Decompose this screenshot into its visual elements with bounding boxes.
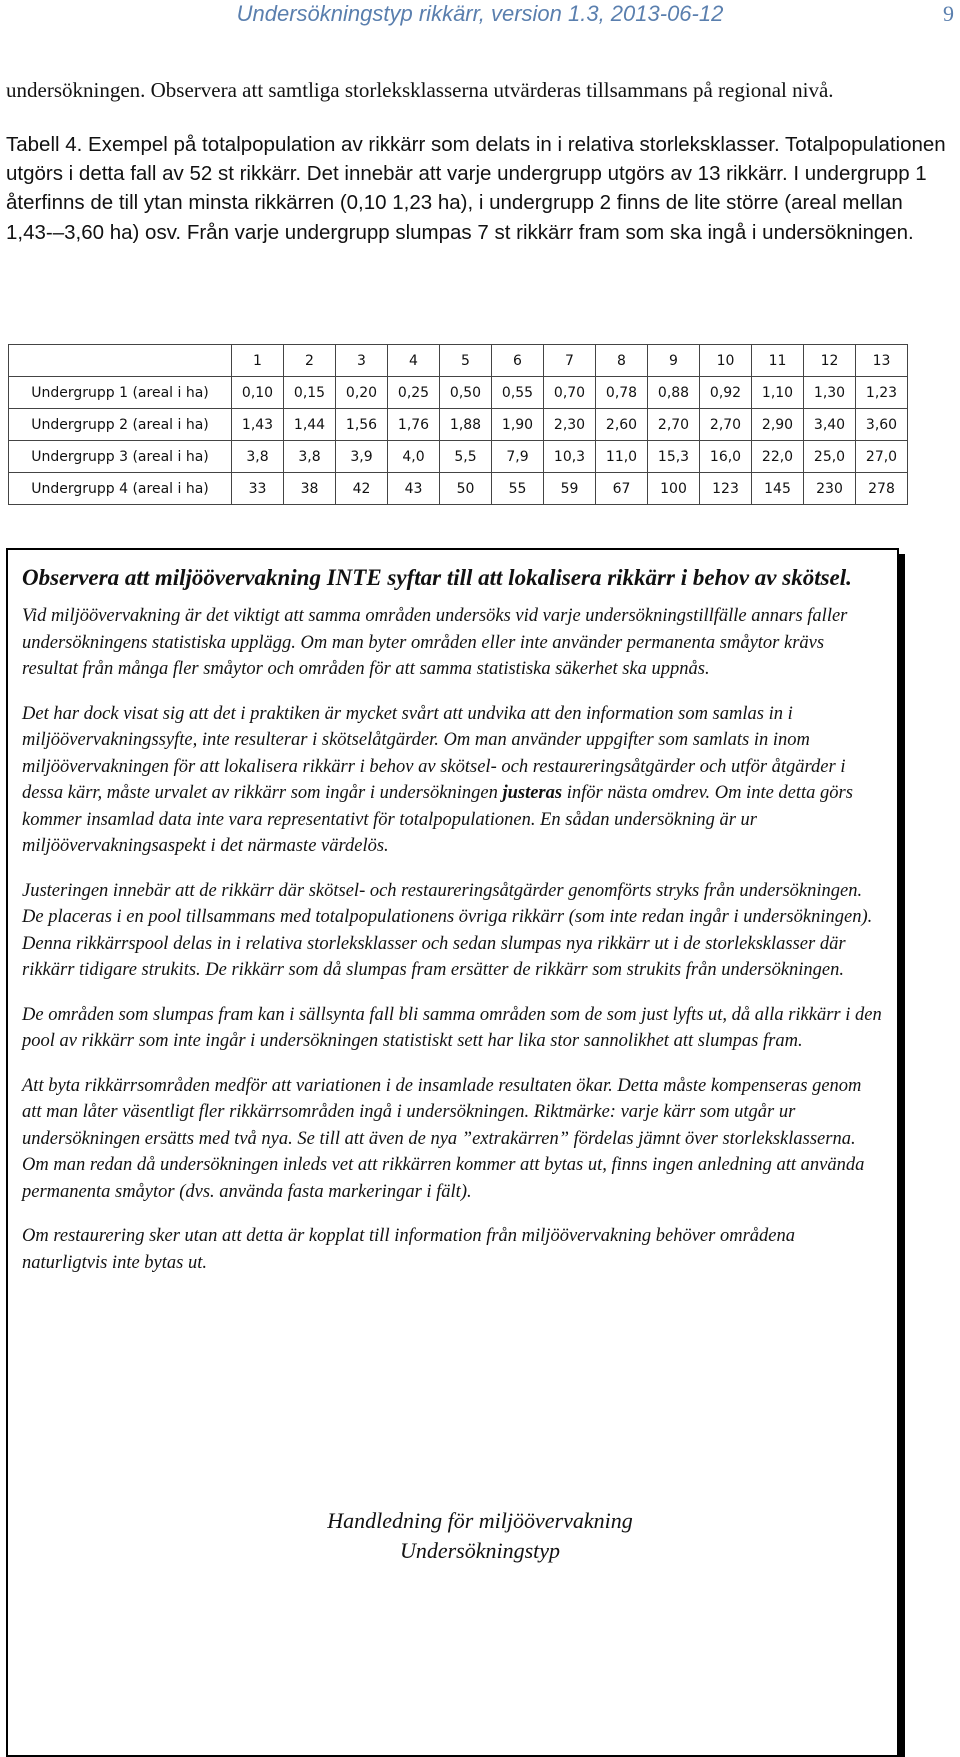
table-cell: 0,10 [232, 377, 284, 409]
table-cell: 3,40 [804, 409, 856, 441]
table-cell: 33 [232, 473, 284, 505]
table-cell: 3,8 [284, 441, 336, 473]
intro-paragraph: undersökningen. Observera att samtliga storleksklasserna utvärderas tillsammans på regional nivå. [6, 78, 834, 102]
table-cell: 10,3 [544, 441, 596, 473]
table-cell: 0,92 [700, 377, 752, 409]
table-cell: 230 [804, 473, 856, 505]
table-cell: 0,20 [336, 377, 388, 409]
table-cell: 100 [648, 473, 700, 505]
note-paragraph-6: Om restaurering sker utan att detta är kopplat till information från miljöövervakning behöver områdena naturligtvis inte bytas ut. [22, 1226, 795, 1273]
table-column-header: 8 [596, 345, 648, 377]
table-cell: 0,55 [492, 377, 544, 409]
running-header: Undersökningstyp rikkärr, version 1.3, 2013-06-12 [236, 1, 724, 26]
table-cell: 1,76 [388, 409, 440, 441]
table-cell: 0,50 [440, 377, 492, 409]
table-cell: 1,10 [752, 377, 804, 409]
table-cell: 43 [388, 473, 440, 505]
table-column-header: 7 [544, 345, 596, 377]
table-column-header: 6 [492, 345, 544, 377]
footer [0, 1506, 960, 1566]
table-cell: 1,44 [284, 409, 336, 441]
note-box [6, 548, 899, 1757]
page-number: 9 [943, 1, 954, 26]
table-cell: 4,0 [388, 441, 440, 473]
table-row-label: Undergrupp 1 (areal i ha) [9, 377, 232, 409]
table-row [9, 473, 908, 505]
table-row [9, 377, 908, 409]
table-cell: 5,5 [440, 441, 492, 473]
table-column-header: 2 [284, 345, 336, 377]
table-cell: 0,25 [388, 377, 440, 409]
table-column-header: 3 [336, 345, 388, 377]
table-cell: 2,30 [544, 409, 596, 441]
table-column-header: 9 [648, 345, 700, 377]
table-cell: 278 [856, 473, 908, 505]
table-cell: 42 [336, 473, 388, 505]
table-cell: 1,88 [440, 409, 492, 441]
footer-line-1: Handledning för miljöövervakning [327, 1508, 633, 1533]
table-cell: 2,70 [700, 409, 752, 441]
table-cell: 1,90 [492, 409, 544, 441]
table-cell: 11,0 [596, 441, 648, 473]
note-paragraph-2-part-a: Det har dock visat sig att det i praktiken är mycket svårt att undvika att den information som samlas in i miljöövervakningssyfte, inte resulterar i skötselåtgärder. Om man använder uppgifter som samlats in inom miljöövervakningen för att lokalisera rikkärr i behov av skötsel- och restaureringsåtgärder och utför åtgärder i dessa kärr, måste urvalet av rikkärr som ingår i undersökningen [22, 703, 846, 803]
table-column-header: 12 [804, 345, 856, 377]
table-column-header: 13 [856, 345, 908, 377]
table-cell: 25,0 [804, 441, 856, 473]
note-title: Observera att miljöövervakning INTE syftar till att lokalisera rikkärr i behov av skötsel. [22, 565, 852, 590]
table-cell: 2,70 [648, 409, 700, 441]
table-cell: 3,9 [336, 441, 388, 473]
note-paragraph-4: De områden som slumpas fram kan i sällsynta fall bli samma områden som de som just lyfts ut, då alla rikkärr i den pool av rikkärr som inte ingår i undersökningen statistiskt sett har lika stor sannolikhet att slumpas fram. [22, 1004, 882, 1051]
table-header-row [9, 345, 908, 377]
size-class-table [8, 344, 908, 505]
table-column-header: 1 [232, 345, 284, 377]
table-cell: 55 [492, 473, 544, 505]
table-cell: 123 [700, 473, 752, 505]
table-column-header: 5 [440, 345, 492, 377]
table-cell: 1,23 [856, 377, 908, 409]
table-row-label: Undergrupp 2 (areal i ha) [9, 409, 232, 441]
table-cell: 1,30 [804, 377, 856, 409]
table-cell: 16,0 [700, 441, 752, 473]
note-paragraph-5: Att byta rikkärrsområden medför att variationen i de insamlade resultaten ökar. Detta måste kompenseras genom att man låter väsentligt fler rikkärrsområden ingå i undersökningen. Riktmärke: varje kärr som utgår ur undersökningen ersätts med två nya. Se till att även de nya ”extrakärren” fördelas jämnt över storleksklasserna. Om man redan då undersökningen inleds vet att rikkärren kommer att bytas ut, finns ingen anledning att använda permanenta småytor (dvs. använda fasta markeringar i fält). [22, 1075, 865, 1202]
table-cell: 3,8 [232, 441, 284, 473]
table-column-header: 10 [700, 345, 752, 377]
table-column-header: 11 [752, 345, 804, 377]
note-paragraph-2 [22, 701, 882, 860]
table-cell: 3,60 [856, 409, 908, 441]
note-paragraph-1: Vid miljöövervakning är det viktigt att samma områden undersöks vid varje undersökningstillfälle annars faller undersökningens statistiska upplägg. Om man byter områden eller inte använder permanenta småytor krävs resultat från många fler småytor och områden för att samma statistiska säkerhet ska uppnås. [22, 606, 848, 679]
table-corner-cell [9, 345, 232, 377]
table-cell: 2,90 [752, 409, 804, 441]
footer-line-2: Undersökningstyp [399, 1538, 561, 1563]
table-row-label: Undergrupp 3 (areal i ha) [9, 441, 232, 473]
table-cell: 0,78 [596, 377, 648, 409]
table-cell: 67 [596, 473, 648, 505]
table-cell: 2,60 [596, 409, 648, 441]
table-caption: Tabell 4. Exempel på totalpopulation av rikkärr som delats in i relativa storleksklasser. Totalpopulationen utgörs i detta fall av 52 st rikkärr. Det innebär att varje undergrupp utgörs av 13 rikkärr. I undergrupp 1 återfinns de till ytan minsta rikkärren (0,10 1,23 ha), i undergrupp 2 finns de lite större (areal mellan 1,43-–3,60 ha) osv. Från varje undergrupp slumpas 7 st rikkärr fram som ska ingå i undersökningen. [6, 133, 946, 244]
note-emphasis-justeras: justeras [502, 783, 563, 803]
table-cell: 38 [284, 473, 336, 505]
table-cell: 1,56 [336, 409, 388, 441]
table-row-label: Undergrupp 4 (areal i ha) [9, 473, 232, 505]
table-cell: 145 [752, 473, 804, 505]
table-cell: 50 [440, 473, 492, 505]
table-cell: 0,70 [544, 377, 596, 409]
note-paragraph-3: Justeringen innebär att de rikkärr där skötsel- och restaureringsåtgärder genomförts stryks från undersökningen. De placeras i en pool tillsammans med totalpopulationens övriga rikkärr (som inte redan ingår i undersökningen). Denna rikkärrspool delas in i relativa storleksklasser och sedan slumpas nya rikkärr ut i de storleksklasser där rikkärr tidigare strukits. De rikkärr som då slumpas fram ersätter de rikkärr som strukits från undersökningen. [22, 880, 873, 980]
table-cell: 0,88 [648, 377, 700, 409]
table-cell: 15,3 [648, 441, 700, 473]
table-cell: 59 [544, 473, 596, 505]
table-cell: 1,43 [232, 409, 284, 441]
table-row [9, 409, 908, 441]
table-cell: 7,9 [492, 441, 544, 473]
table-column-header: 4 [388, 345, 440, 377]
table-cell: 27,0 [856, 441, 908, 473]
table-cell: 22,0 [752, 441, 804, 473]
table-cell: 0,15 [284, 377, 336, 409]
table-row [9, 441, 908, 473]
note-paragraph-2-part-b: inför nästa omdrev. Om inte detta görs kommer insamlad data inte vara representativt för totalpopulationen. En sådan undersökning är ur miljöövervakningsaspekt i det närmaste värdelös. [22, 783, 853, 856]
